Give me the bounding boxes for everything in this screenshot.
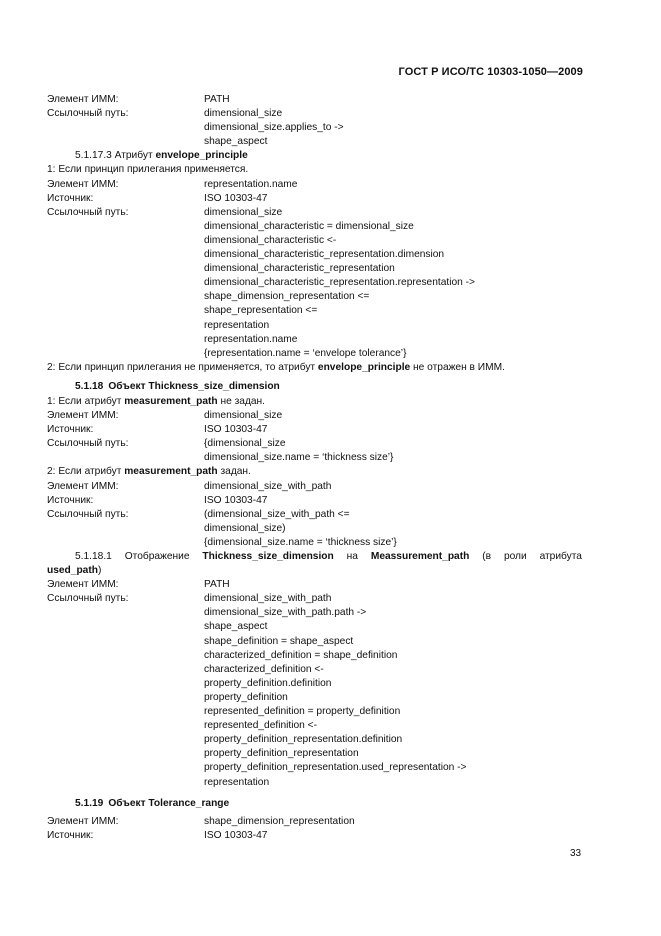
- refpath-value: (dimensional_size_with_path <=: [204, 508, 350, 520]
- refpath-value: shape_aspect: [204, 621, 268, 633]
- element-value: shape_dimension_representation: [204, 815, 355, 827]
- document-header: ГОСТ Р ИСО/ТС 10303-1050—2009: [398, 66, 583, 78]
- refpath-value: property_definition.definition: [204, 677, 332, 689]
- refpath-value: property_definition_representation: [204, 748, 359, 760]
- case-text: 2: Если принцип прилегания не применяется, то атрибут: [47, 361, 318, 373]
- entity-name: Thickness_size_dimension: [202, 551, 334, 562]
- attribute-name: used_path: [47, 565, 98, 577]
- refpath-value: shape_definition = shape_aspect: [204, 635, 354, 647]
- refpath-value: dimensional_size_with_path: [204, 593, 332, 605]
- field-row: [47, 206, 582, 220]
- field-row: [47, 437, 582, 451]
- heading-word: роли: [503, 551, 527, 562]
- refpath-value: {representation.name = ‘envelope tolerance’}: [204, 347, 407, 359]
- case-text: не задан.: [217, 395, 266, 407]
- case-line: [47, 465, 582, 479]
- heading-word: Отображение: [124, 551, 190, 562]
- refpath-value: shape_dimension_representation <=: [204, 291, 370, 303]
- refpath-value: represented_definition = property_definition: [204, 706, 401, 718]
- case-text: 2: Если атрибут: [47, 466, 125, 478]
- section-title: Объект Tolerance_range: [108, 797, 230, 809]
- heading-word: ): [97, 565, 102, 577]
- refpath-value: property_definition: [204, 691, 288, 703]
- field-row: [47, 423, 582, 437]
- section-title: Объект Thickness_size_dimension: [108, 380, 280, 392]
- refpath-value: property_definition_representation.used_representation ->: [204, 762, 467, 774]
- refpath-value: {dimensional_size: [204, 438, 286, 450]
- refpath-value: dimensional_size_with_path.path ->: [204, 607, 367, 619]
- field-row: [47, 578, 582, 592]
- field-row: [47, 192, 582, 206]
- refpath-value: dimensional_size.applies_to ->: [204, 122, 344, 134]
- refpath-value: property_definition_representation.definition: [204, 734, 403, 746]
- field-row: [47, 592, 582, 606]
- page-number: 33: [570, 848, 582, 859]
- attribute-name: measurement_path: [124, 395, 218, 407]
- refpath-value: dimensional_size): [204, 522, 286, 534]
- subsection-heading: [47, 550, 582, 564]
- refpath-label: Ссылочный путь:: [47, 206, 129, 218]
- refpath-value: shape_aspect: [204, 136, 268, 148]
- attribute-name: Meassurement_path: [370, 551, 470, 562]
- document-body: [47, 93, 582, 843]
- element-label: Элемент ИММ:: [47, 178, 119, 190]
- field-row: [47, 93, 582, 107]
- element-label: Элемент ИММ:: [47, 579, 119, 591]
- case-text: не отражен в ИММ.: [410, 361, 505, 373]
- element-value: representation.name: [204, 178, 298, 190]
- field-row: [47, 508, 582, 522]
- source-value: ISO 10303-47: [204, 192, 268, 204]
- attribute-name: envelope_principle: [317, 361, 411, 373]
- refpath-value: dimensional_characteristic_representation: [204, 263, 395, 275]
- refpath-value: shape_representation <=: [204, 305, 318, 317]
- element-label: Элемент ИММ:: [47, 480, 119, 492]
- case-line: 1: Если принцип прилегания применяется.: [47, 164, 249, 176]
- refpath-value: representation.name: [204, 333, 298, 345]
- refpath-value: {dimensional_size.name = ‘thickness size’}: [204, 536, 397, 548]
- refpath-value: represented_definition <-: [204, 720, 317, 732]
- refpath-label: Ссылочный путь:: [47, 108, 129, 120]
- subsection-heading: [47, 149, 582, 163]
- field-row: [47, 494, 582, 508]
- case-line: [47, 395, 582, 409]
- element-value: dimensional_size: [204, 410, 283, 422]
- source-label: Источник:: [47, 424, 94, 436]
- case-line: [47, 361, 582, 375]
- element-label: Элемент ИММ:: [47, 815, 119, 827]
- field-row: [47, 135, 582, 149]
- field-row: [47, 480, 582, 494]
- case-text: 1: Если атрибут: [47, 395, 125, 407]
- heading-word: (в: [482, 551, 492, 562]
- element-label: Элемент ИММ:: [47, 410, 119, 422]
- source-label: Источник:: [47, 494, 94, 506]
- field-row: [47, 815, 582, 829]
- source-value: ISO 10303-47: [204, 494, 268, 506]
- source-label: Источник:: [47, 192, 94, 204]
- refpath-value: dimensional_size: [204, 108, 283, 120]
- refpath-value: characterized_definition = shape_definition: [204, 649, 398, 661]
- section-heading: [47, 380, 582, 394]
- source-label: Источник:: [47, 829, 94, 841]
- refpath-value: dimensional_characteristic = dimensional_size: [204, 220, 414, 232]
- heading-continuation: [47, 564, 582, 578]
- heading-word: на: [346, 551, 358, 562]
- attribute-name: envelope_principle: [155, 150, 248, 162]
- section-number: 5.1.18: [75, 380, 104, 392]
- field-row: [47, 409, 582, 423]
- element-value: PATH: [204, 94, 230, 105]
- field-row: [47, 178, 582, 192]
- refpath-value: dimensional_size: [204, 206, 283, 218]
- refpath-value: dimensional_size.name = ‘thickness size’}: [204, 452, 394, 464]
- refpath-value: dimensional_characteristic_representation.dimension: [204, 249, 445, 261]
- element-value: dimensional_size_with_path: [204, 480, 332, 492]
- refpath-label: Ссылочный путь:: [47, 508, 129, 520]
- subsection-number: 5.1.18.1: [75, 551, 112, 562]
- field-row: [47, 121, 582, 135]
- element-value: PATH: [204, 579, 230, 591]
- refpath-value: characterized_definition <-: [204, 663, 324, 675]
- element-label: Элемент ИММ:: [47, 94, 119, 105]
- subsection-prefix: 5.1.17.3 Атрибут: [75, 150, 156, 162]
- field-row: [47, 829, 582, 843]
- refpath-label: Ссылочный путь:: [47, 438, 129, 450]
- refpath-value: representation: [204, 319, 270, 331]
- case-text: задан.: [217, 466, 251, 478]
- section-heading: [47, 797, 582, 811]
- refpath-label: Ссылочный путь:: [47, 593, 129, 605]
- source-value: ISO 10303-47: [204, 829, 268, 841]
- refpath-value: representation: [204, 776, 270, 788]
- section-number: 5.1.19: [75, 797, 104, 809]
- refpath-value: dimensional_characteristic <-: [204, 234, 337, 246]
- heading-word: атрибута: [539, 551, 582, 562]
- source-value: ISO 10303-47: [204, 424, 268, 436]
- refpath-value: dimensional_characteristic_representation.representation ->: [204, 277, 475, 289]
- field-row: [47, 107, 582, 121]
- attribute-name: measurement_path: [124, 466, 218, 478]
